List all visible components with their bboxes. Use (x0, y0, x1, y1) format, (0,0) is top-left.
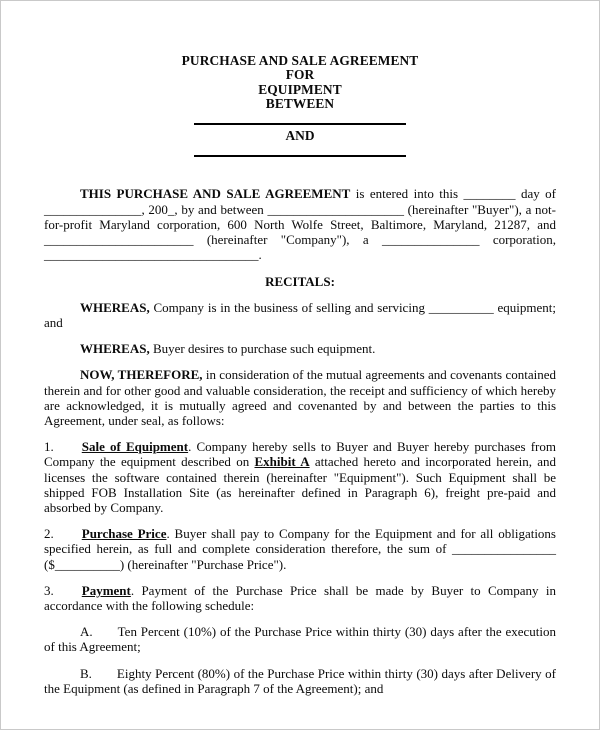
text-run: attached hereto and incorporated herein, and licenses the software contained therein (hereinafter "Equipment"). Such Equipment shall be shipped FOB Installation Site (as hereinafter defined in Paragraph 6), freight pre-paid and absorbed by Company. (44, 454, 557, 515)
recitals-heading: RECITALS: (265, 273, 335, 289)
text-run: Payment (81, 582, 131, 598)
and-label: AND (285, 128, 315, 144)
section-1-sale-of-equipment (44, 439, 556, 515)
first-party-blank-line (194, 123, 406, 125)
text-run: Buyer desires to purchase such equipment. (149, 341, 376, 357)
text-run: in consideration of the mutual agreements and covenants contained therein and for other good and valuable consideration, the receipt and sufficiency of which hereby are acknowledged, it is mutually agreed and covenanted by and between the parties to this Agreement, under seal, as follows: (44, 367, 556, 428)
text-run: A. (80, 624, 93, 640)
title-line-3: EQUIPMENT (258, 81, 342, 97)
text-run: THIS PURCHASE AND SALE AGREEMENT (80, 186, 351, 202)
whereas-company-paragraph (44, 300, 556, 330)
text-run: . Payment of the Purchase Price shall be made by Buyer to Company in accordance with the following schedule: (44, 582, 556, 613)
second-party-blank-line (194, 155, 406, 157)
text-run: Company is in the business of selling and servicing __________ equipment; and (44, 299, 556, 330)
text-run: NOW, THEREFORE, (80, 367, 203, 383)
text-run: Ten Percent (10%) of the Purchase Price within thirty (30) days after the execution of this Agreement; (44, 624, 556, 655)
text-run: B. (80, 665, 92, 681)
text-run: WHEREAS, (80, 299, 150, 315)
section-2-purchase-price (44, 526, 556, 572)
payment-schedule-item-a (44, 624, 556, 654)
text-run: Purchase Price (81, 526, 167, 542)
text-run: Eighty Percent (80%) of the Purchase Price within thirty (30) days after Delivery of the Equipment (as defined in Paragraph 7 of the Agreement); and (44, 665, 556, 696)
text-run: Sale of Equipment (81, 439, 189, 455)
title-line-2: FOR (285, 67, 315, 83)
text-run: 2. (44, 526, 54, 542)
title-line-4: BETWEEN (265, 95, 335, 111)
title-line-1: PURCHASE AND SALE AGREEMENT (181, 53, 419, 68)
text-run: 3. (44, 582, 54, 598)
text-run: . Buyer shall pay to Company for the Equipment and for all obligations specified herein, as full and complete consideration therefore, the sum of ________________ ($__________) (hereinafter "Purchase Price"). (44, 526, 556, 572)
document-title-block (44, 54, 556, 111)
whereas-buyer-paragraph (44, 341, 556, 356)
text-run: . Company hereby sells to Buyer and Buyer hereby purchases from Company the equipment described on (44, 439, 556, 470)
section-3-payment (44, 583, 556, 613)
text-run: 1. (44, 439, 54, 455)
intro-paragraph (44, 186, 556, 262)
now-therefore-paragraph (44, 367, 556, 428)
text-run: is entered into this ________ day of _______________, 200_, by and between _____________________ (hereinafter "Buyer"), a not-for-profit Maryland corporation, 600 North Wolfe Street, Baltimore, Maryland, 21287, and _______________________ (hereinafter "Company"), a _______________ corporation, _________________________________. (44, 186, 557, 263)
payment-schedule-item-b (44, 666, 556, 696)
text-run: Exhibit A (254, 454, 310, 470)
text-run: WHEREAS, (80, 341, 150, 357)
